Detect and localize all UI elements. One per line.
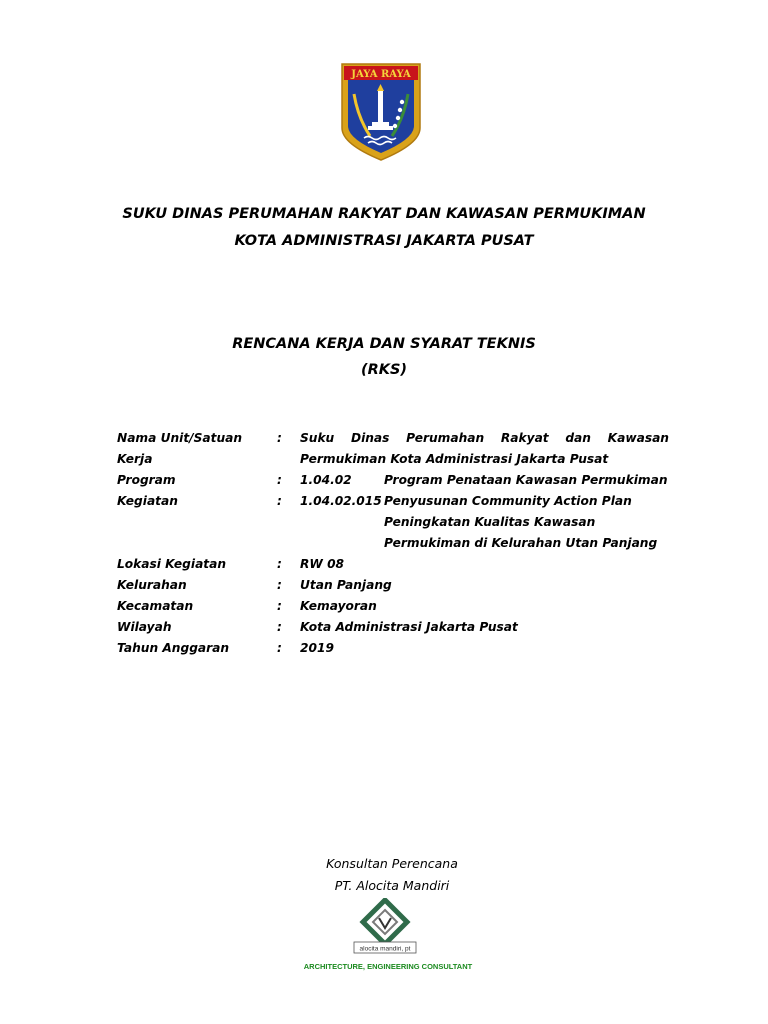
detail-value: Utan Panjang xyxy=(300,578,392,592)
detail-row-wilayah xyxy=(117,617,669,638)
agency-city: KOTA ADMINISTRASI JAKARTA PUSAT xyxy=(234,233,534,249)
emblem-banner-text: JAYA RAYA xyxy=(351,69,411,80)
detail-label: Wilayah xyxy=(117,620,172,634)
detail-code: 1.04.02.015 xyxy=(300,494,382,508)
detail-row-kegiatan xyxy=(117,491,669,554)
alocita-logo-icon xyxy=(352,898,418,956)
detail-colon: : xyxy=(277,494,282,508)
detail-value: 2019 xyxy=(300,641,334,655)
agency-name: SUKU DINAS PERUMAHAN RAKYAT DAN KAWASAN PERMUKIMAN xyxy=(122,206,646,222)
detail-colon: : xyxy=(277,557,282,571)
detail-colon: : xyxy=(277,641,282,655)
detail-value: Program Penataan Kawasan Permukiman xyxy=(384,473,668,487)
detail-label: Tahun Anggaran xyxy=(117,641,230,655)
detail-row-kelurahan xyxy=(117,575,669,596)
detail-colon: : xyxy=(277,620,282,634)
document-title-abbrev: (RKS) xyxy=(360,362,408,378)
consultant-name: PT. Alocita Mandiri xyxy=(334,878,450,893)
detail-row-lokasi xyxy=(117,554,669,575)
consultant-tagline: ARCHITECTURE, ENGINEERING CONSULTANT xyxy=(303,962,473,971)
detail-label: Lokasi Kegiatan xyxy=(117,557,227,571)
detail-colon: : xyxy=(277,599,282,613)
detail-label: Nama Unit/Satuan Kerja xyxy=(117,431,243,466)
document-title: RENCANA KERJA DAN SYARAT TEKNIS xyxy=(232,336,536,352)
detail-row-tahun xyxy=(117,638,669,659)
detail-label: Kecamatan xyxy=(117,599,194,613)
detail-value: Suku Dinas Perumahan Rakyat dan Kawasan Permukiman Kota Administrasi Jakarta Pusat xyxy=(300,431,669,466)
detail-value: Kota Administrasi Jakarta Pusat xyxy=(300,620,518,634)
detail-row-kecamatan xyxy=(117,596,669,617)
detail-row-program xyxy=(117,470,669,491)
detail-row-unit xyxy=(117,428,669,470)
detail-value-group xyxy=(300,470,669,491)
detail-label: Program xyxy=(117,473,176,487)
detail-label: Kegiatan xyxy=(117,494,178,508)
detail-colon: : xyxy=(277,578,282,592)
detail-colon: : xyxy=(277,431,282,445)
logo-caption: alocita mandiri, pt xyxy=(359,945,411,953)
detail-label: Kelurahan xyxy=(117,578,187,592)
detail-value-group xyxy=(300,491,669,554)
detail-value: Penyusunan Community Action Plan Peningkatan Kualitas Kawasan Permukiman di Kelurahan Utan Panjang xyxy=(384,494,658,550)
detail-colon: : xyxy=(277,473,282,487)
detail-value: Kemayoran xyxy=(300,599,377,613)
details-table xyxy=(117,428,669,659)
detail-value: RW 08 xyxy=(300,557,345,571)
detail-code: 1.04.02 xyxy=(300,473,352,487)
consultant-role: Konsultan Perencana xyxy=(326,856,458,871)
jakarta-emblem-icon xyxy=(338,58,424,162)
